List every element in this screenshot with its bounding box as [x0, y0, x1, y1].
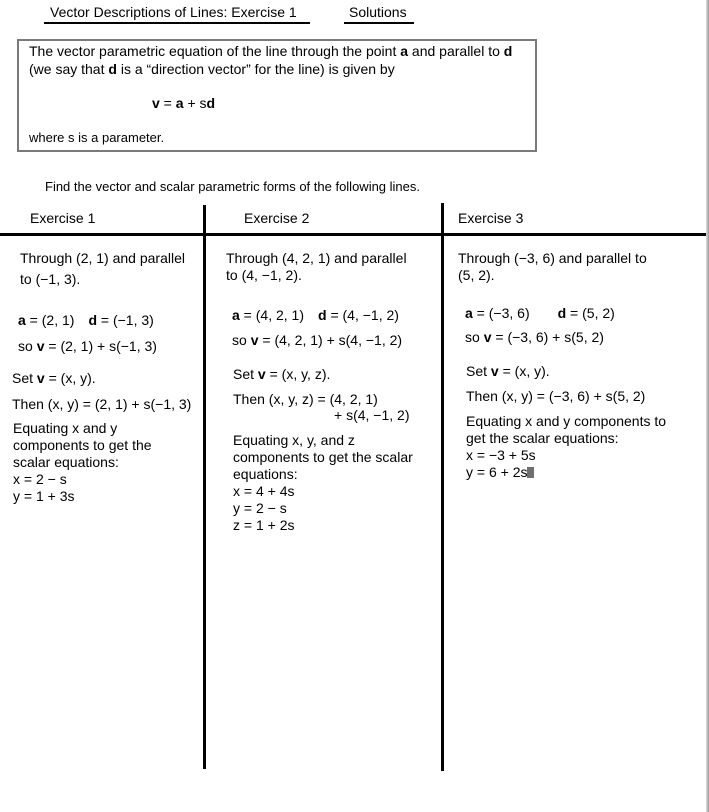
vector-equation: v = a + sd [152, 95, 216, 111]
column-header-exercise-2: Exercise 2 [244, 210, 310, 226]
ex2-through-line-2: to (4, −1, 2). [226, 267, 302, 283]
ex2-result-z: z = 1 + 2s [233, 517, 295, 533]
ex2-equating-line-3: equations: [233, 466, 298, 482]
ex1-equating-line-2: components to get the [13, 437, 152, 453]
column-header-exercise-1: Exercise 1 [30, 210, 96, 226]
ex1-result-y: y = 1 + 3s [13, 488, 75, 504]
solutions-underline [344, 22, 414, 24]
ex1-result-x: x = 2 − s [13, 471, 67, 487]
ex2-so-line: so v = (4, 2, 1) + s(4, −1, 2) [232, 332, 403, 348]
ex2-then-line-1: Then (x, y, z) = (4, 2, 1) [233, 391, 378, 407]
table-header-rule [0, 233, 706, 236]
ex1-so-line: so v = (2, 1) + s(−1, 3) [18, 338, 157, 354]
ex1-through-line-2: to (−1, 3). [20, 271, 81, 287]
intro-line-4: where s is a parameter. [29, 130, 165, 145]
ex3-through-line-2: (5, 2). [458, 267, 495, 283]
ex3-result-y: y = 6 + 2s [466, 464, 534, 481]
ex3-a-d-line: a = (−3, 6) d = (5, 2) [465, 305, 615, 321]
ex1-equating-line-3: scalar equations: [13, 454, 119, 470]
ex1-equating-line-1: Equating x and y [13, 420, 118, 436]
ex3-so-line: so v = (−3, 6) + s(5, 2) [465, 329, 604, 345]
ex2-result-x: x = 4 + 4s [233, 483, 295, 499]
column-header-exercise-3: Exercise 3 [458, 210, 524, 226]
ex2-then-line-2: + s(4, −1, 2) [334, 407, 410, 423]
column-divider-2 [441, 203, 444, 771]
ex3-set-line: Set v = (x, y). [466, 363, 550, 379]
ex3-equating-line-1: Equating x and y components to [466, 413, 667, 429]
instruction-text: Find the vector and scalar parametric forms of the following lines. [45, 179, 421, 194]
ex2-equating-line-1: Equating x, y, and z [233, 432, 355, 448]
ex2-set-line: Set v = (x, y, z). [233, 366, 331, 382]
ex1-set-line: Set v = (x, y). [12, 370, 96, 386]
ex2-through-line-1: Through (4, 2, 1) and parallel [226, 250, 407, 266]
ex2-equating-line-2: components to get the scalar [233, 449, 413, 465]
ex1-through-line-1: Through (2, 1) and parallel [20, 250, 185, 266]
ex3-equating-line-2: get the scalar equations: [466, 430, 619, 446]
solutions-label: Solutions [349, 4, 407, 20]
ex1-a-d-line: a = (2, 1) d = (−1, 3) [18, 312, 154, 328]
intro-line-2: (we say that d is a “direction vector” for the line) is given by [29, 61, 395, 77]
ex2-result-y: y = 2 − s [233, 500, 287, 516]
ex1-then-line: Then (x, y) = (2, 1) + s(−1, 3) [12, 396, 192, 412]
text-cursor-icon [527, 467, 534, 478]
ex3-through-line-1: Through (−3, 6) and parallel to [458, 250, 647, 266]
page-title: Vector Descriptions of Lines: Exercise 1 [50, 4, 297, 20]
ex3-then-line: Then (x, y) = (−3, 6) + s(5, 2) [466, 388, 646, 404]
ex2-a-d-line: a = (4, 2, 1) d = (4, −1, 2) [232, 307, 399, 323]
ex3-result-x: x = −3 + 5s [466, 447, 536, 463]
column-divider-1 [203, 205, 206, 769]
intro-line-1: The vector parametric equation of the line through the point a and parallel to d [29, 43, 513, 59]
title-underline [44, 22, 310, 24]
